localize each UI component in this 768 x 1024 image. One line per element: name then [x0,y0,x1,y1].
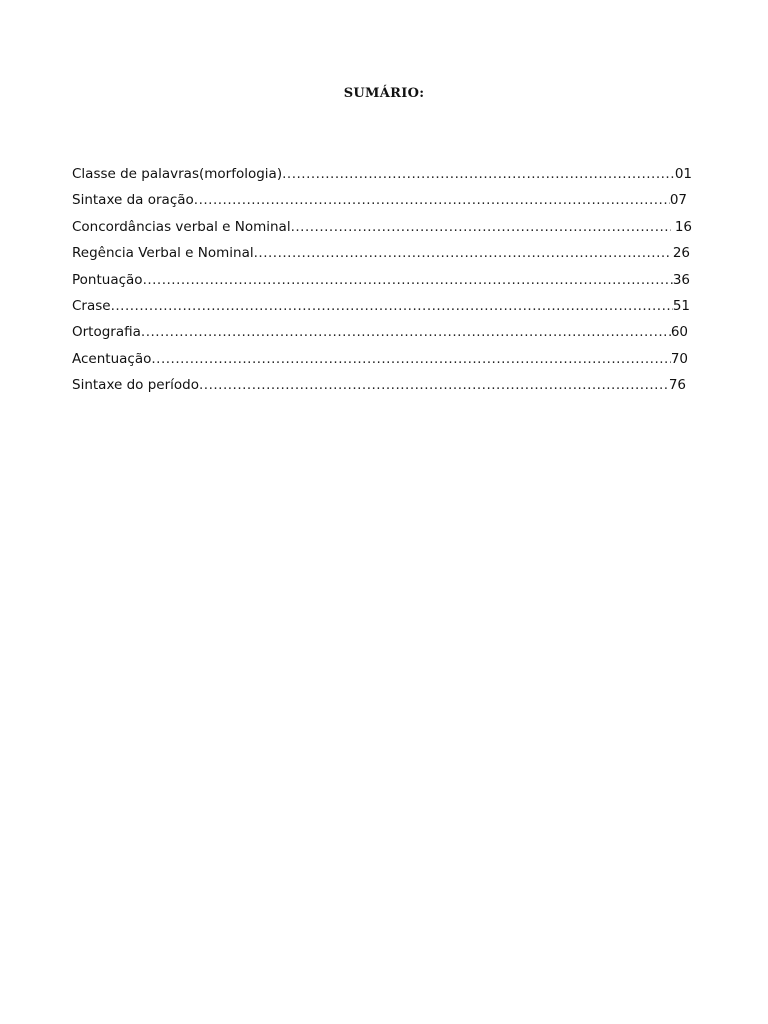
toc-entry-page: 16 [674,218,692,235]
toc-entry-label: Concordâncias verbal e Nominal [72,218,291,235]
toc-entry-sintaxe-periodo [72,376,686,402]
toc-entry-label: Sintaxe da oração [72,192,194,209]
toc-entry-acentuacao [72,350,688,376]
toc-entry-label: Acentuação [72,350,152,367]
toc-entry-regencia [72,244,690,270]
toc-entry-label: Sintaxe do período [72,377,199,394]
toc-entry-sintaxe-oracao [72,191,687,217]
toc-entry-page: 70 [670,350,688,367]
toc-entry-page: 76 [668,377,686,394]
toc-dot-leader [141,323,671,341]
toc-dot-leader [143,271,673,289]
toc-entry-page: 60 [670,324,688,341]
toc-entry-ortografia [72,323,688,349]
toc-dot-leader [282,165,675,183]
toc-entry-pontuacao [72,271,690,297]
toc-entry-morfologia [72,165,692,191]
toc-dot-leader [254,244,669,262]
toc-dot-leader [151,350,670,368]
toc-entry-label: Ortografia [72,324,141,341]
toc-entry-label: Crase [72,297,111,314]
toc-entry-label: Pontuação [72,271,143,288]
page-title: SUMÁRIO: [343,86,425,101]
toc-entry-label: Regência Verbal e Nominal [72,245,254,262]
toc-entry-page: 26 [672,245,690,262]
toc-entry-label: Classe de palavras(morfologia) [72,166,283,182]
toc-dot-leader [291,218,671,236]
toc-entry-page: 01 [674,166,692,182]
toc-dot-leader [111,297,673,315]
table-of-contents [72,165,692,403]
toc-entry-page: 07 [669,192,687,209]
toc-entry-crase [72,297,690,323]
toc-dot-leader [194,191,670,209]
toc-entry-page: 51 [672,297,690,314]
toc-entry-page: 36 [672,271,690,288]
toc-entry-concordancias [72,218,692,244]
toc-dot-leader [199,376,669,394]
